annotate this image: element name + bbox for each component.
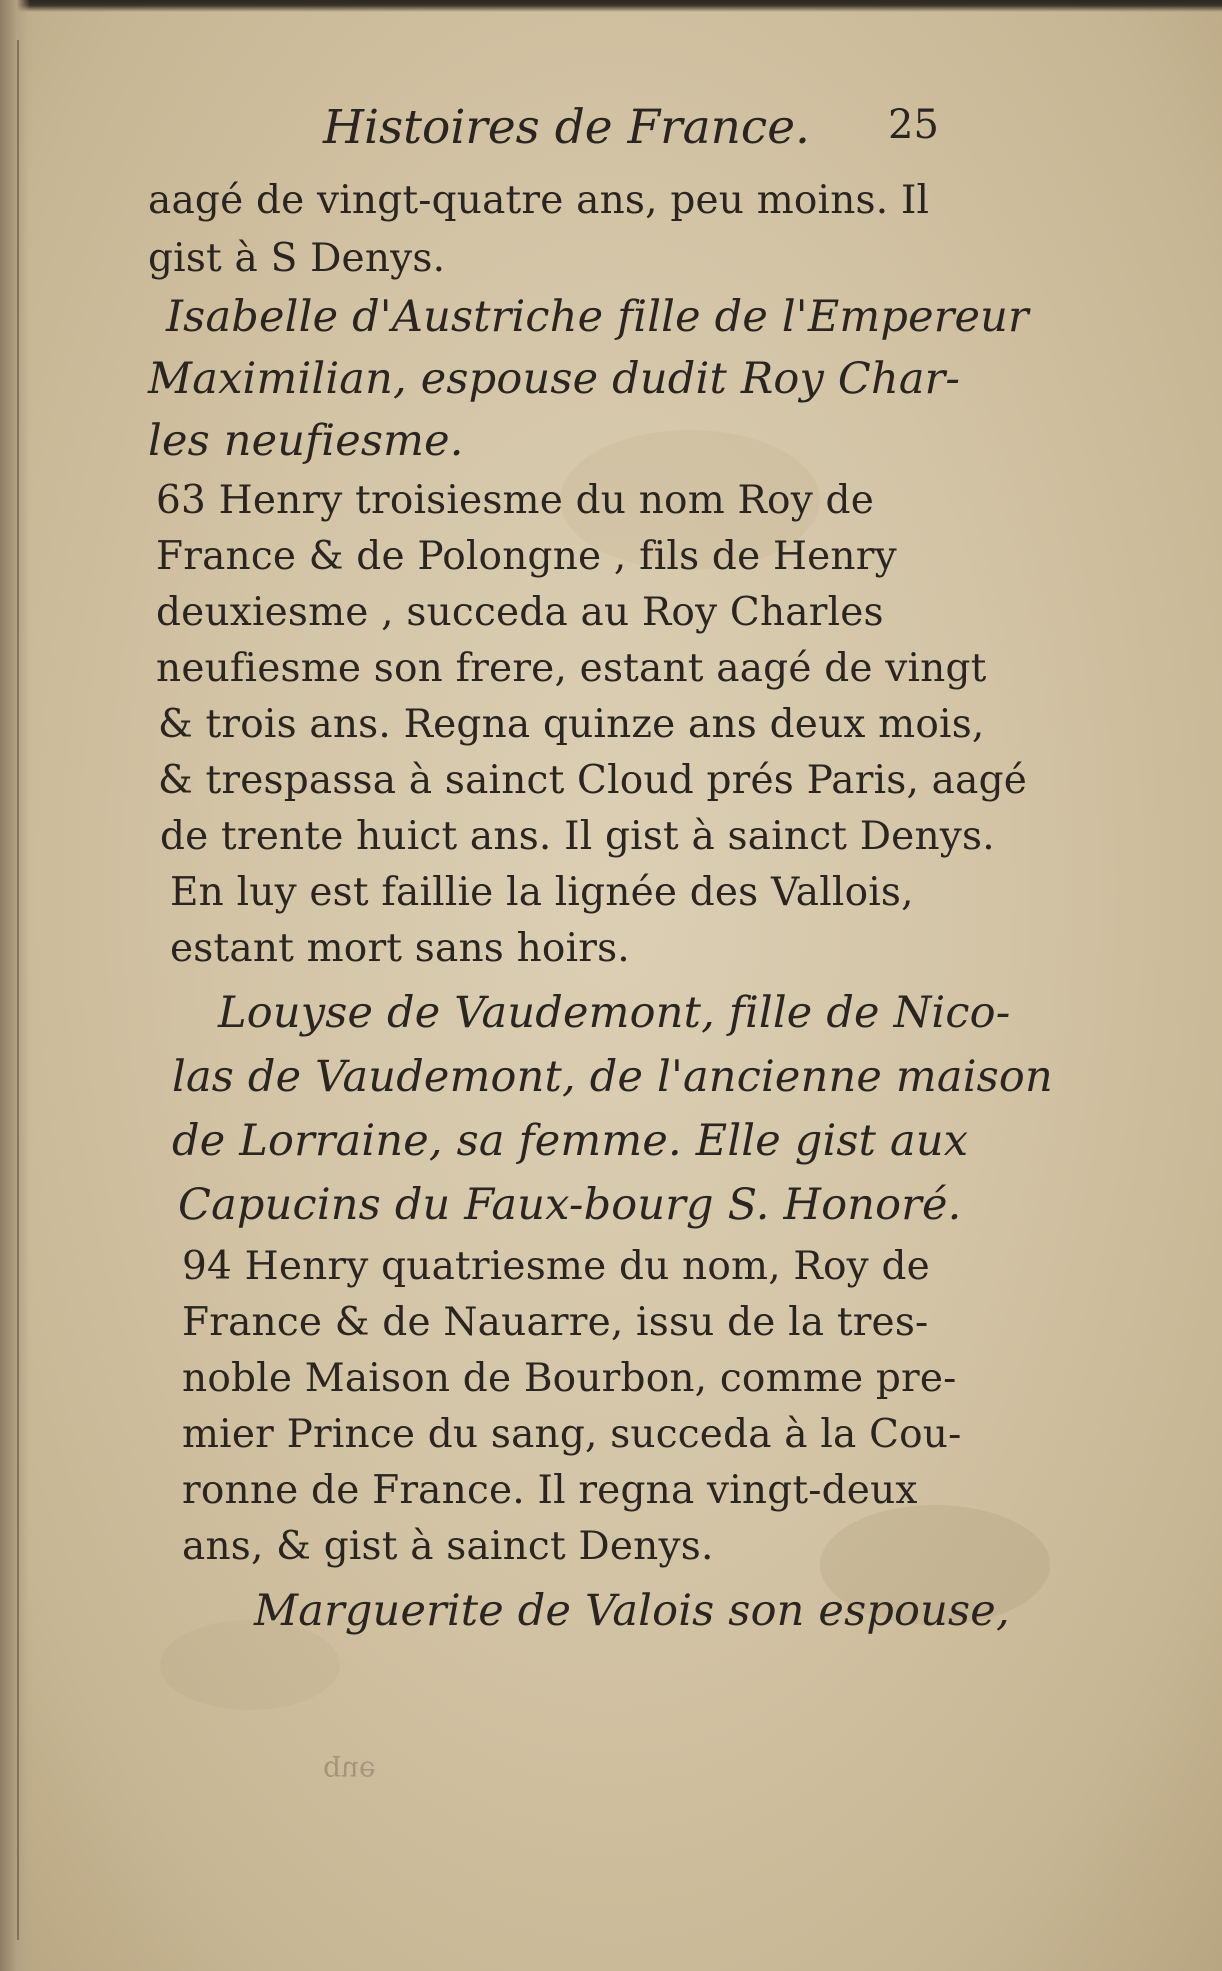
running-title: Histoires de France. bbox=[323, 100, 810, 155]
text-line: Isabelle d'Austriche fille de l'Empereur bbox=[166, 292, 1029, 342]
text-line: neufiesme son frere, estant aagé de vingt bbox=[156, 646, 987, 691]
page-top-edge bbox=[0, 0, 1222, 12]
text-line: Maximilian, espouse dudit Roy Char- bbox=[148, 354, 961, 404]
text-line: & trois ans. Regna quinze ans deux mois, bbox=[158, 702, 985, 747]
binding-spine bbox=[17, 40, 19, 1940]
text-line: noble Maison de Bourbon, comme pre- bbox=[182, 1356, 957, 1401]
text-line: 94 Henry quatriesme du nom, Roy de bbox=[182, 1244, 930, 1289]
show-through-text: que bbox=[323, 1755, 376, 1788]
page-left-edge bbox=[0, 0, 30, 1971]
text-line: Capucins du Faux-bourg S. Honoré. bbox=[178, 1180, 962, 1230]
text-line: de Lorraine, sa femme. Elle gist aux bbox=[172, 1116, 969, 1166]
text-line: deuxiesme , succeda au Roy Charles bbox=[156, 590, 884, 635]
text-line: las de Vaudemont, de l'ancienne maison bbox=[172, 1052, 1053, 1102]
text-line: estant mort sans hoirs. bbox=[170, 926, 630, 971]
text-line: les neufiesme. bbox=[148, 416, 464, 466]
text-line: & trespassa à sainct Cloud prés Paris, aagé bbox=[158, 758, 1028, 803]
text-line: mier Prince du sang, succeda à la Cou- bbox=[182, 1412, 962, 1457]
text-line: gist à S Denys. bbox=[148, 236, 446, 281]
text-line: aagé de vingt-quatre ans, peu moins. Il bbox=[148, 178, 930, 223]
text-line: de trente huict ans. Il gist à sainct Denys. bbox=[160, 814, 995, 859]
text-line: Louyse de Vaudemont, fille de Nico- bbox=[218, 988, 1011, 1038]
text-line: France & de Nauarre, issu de la tres- bbox=[182, 1300, 929, 1345]
text-line: ans, & gist à sainct Denys. bbox=[182, 1524, 714, 1569]
text-line: ronne de France. Il regna vingt-deux bbox=[182, 1468, 918, 1513]
text-line: France & de Polongne , fils de Henry bbox=[156, 534, 897, 579]
text-line: Marguerite de Valois son espouse, bbox=[254, 1586, 1010, 1636]
page-number: 25 bbox=[888, 102, 939, 148]
text-line: En luy est faillie la lignée des Vallois, bbox=[170, 870, 914, 915]
text-line: 63 Henry troisiesme du nom Roy de bbox=[156, 478, 874, 523]
